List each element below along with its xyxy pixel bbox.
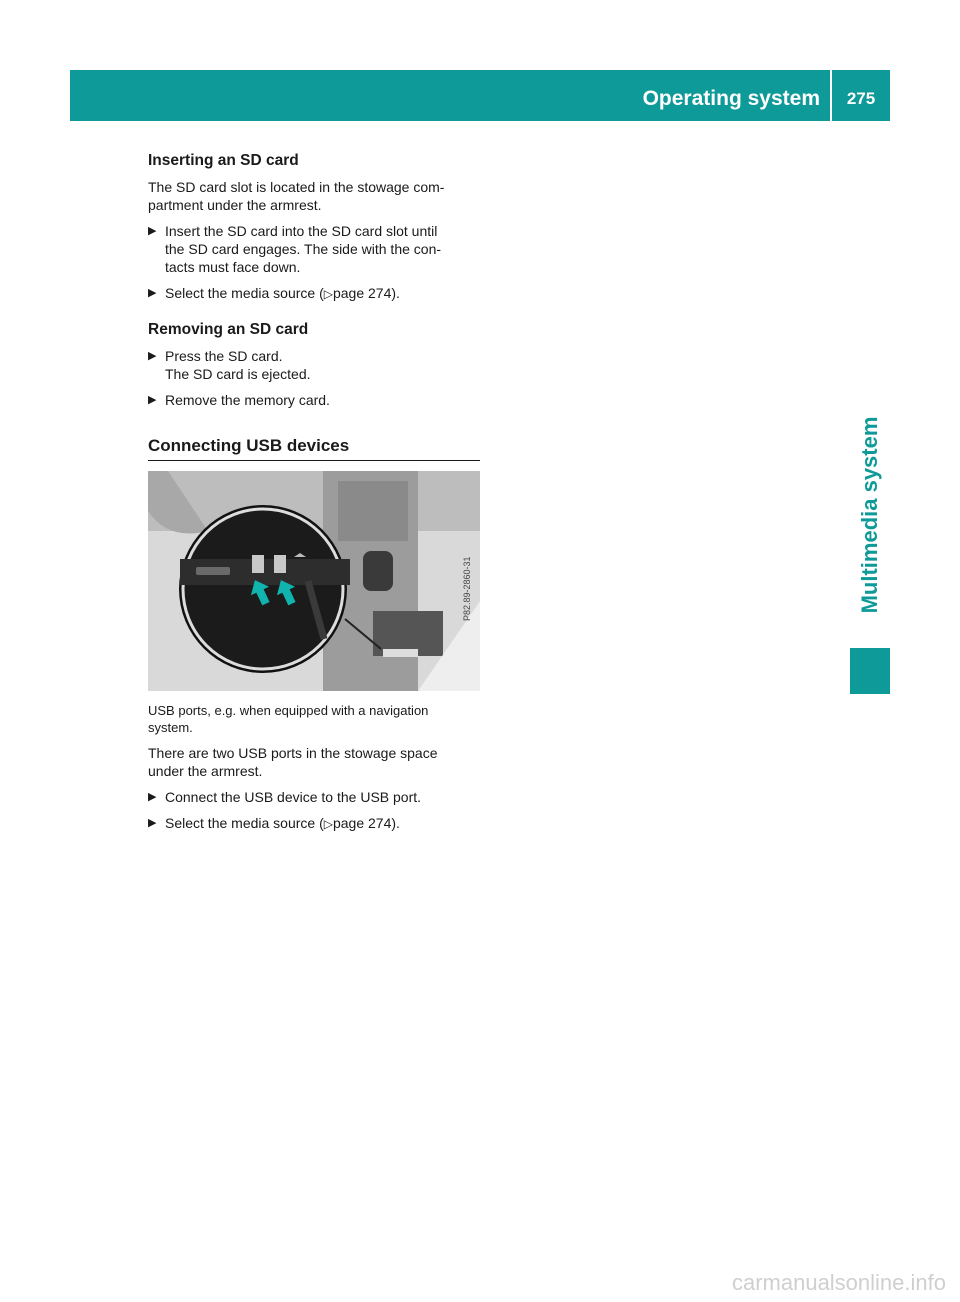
step-arrow-icon: ▶ — [148, 791, 157, 803]
step-item — [148, 347, 480, 383]
figure-caption — [148, 702, 480, 736]
heading-rule — [148, 460, 480, 461]
step-text: Insert the SD card into the SD card slot until — [165, 223, 438, 239]
section-title: Operating system — [642, 87, 820, 110]
usb-intro-line: There are two USB ports in the stowage space — [148, 745, 438, 761]
usb-intro — [148, 744, 480, 780]
sd-intro — [148, 178, 480, 214]
step-text: Select the media source ( — [165, 285, 324, 301]
step-arrow-icon: ▶ — [148, 225, 157, 237]
step-text: the SD card engages. The side with the con- — [165, 241, 442, 257]
page-number: 275 — [846, 89, 876, 108]
page-ref-link[interactable]: page 274). — [332, 815, 400, 831]
watermark: carmanualsonline.info — [731, 1270, 946, 1295]
chapter-tab-label: Multimedia system — [857, 416, 882, 614]
page-ref-icon: ▷ — [323, 287, 333, 301]
step-text: tacts must face down. — [165, 259, 301, 275]
step-item — [148, 814, 480, 833]
step-text: Remove the memory card. — [165, 392, 330, 408]
chapter-tab — [850, 370, 890, 660]
step-text: Select the media source ( — [165, 815, 324, 831]
step-item — [148, 391, 480, 409]
step-item — [148, 284, 480, 303]
caption-line: USB ports, e.g. when equipped with a navigation — [148, 703, 429, 718]
heading-removing-sd: Removing an SD card — [148, 321, 309, 338]
usb-ports-photo — [148, 471, 480, 691]
step-arrow-icon: ▶ — [148, 350, 157, 362]
main-column — [148, 150, 480, 841]
chapter-marker — [850, 648, 890, 694]
usb-ports-illustration — [148, 471, 480, 691]
step-arrow-icon: ▶ — [148, 394, 157, 406]
usb-intro-line: under the armrest. — [148, 763, 263, 779]
step-item — [148, 788, 480, 806]
sd-intro-line: partment under the armrest. — [148, 197, 322, 213]
heading-connecting-usb: Connecting USB devices — [148, 436, 350, 455]
page-header — [70, 70, 890, 121]
page-ref-icon: ▷ — [323, 817, 333, 831]
step-arrow-icon: ▶ — [148, 287, 157, 299]
page-ref-link[interactable]: page 274). — [332, 285, 400, 301]
step-result: The SD card is ejected. — [165, 366, 311, 382]
step-text: Press the SD card. — [165, 348, 283, 364]
heading-inserting-sd: Inserting an SD card — [148, 152, 299, 169]
caption-line: system. — [148, 720, 193, 735]
step-arrow-icon: ▶ — [148, 817, 157, 829]
step-item — [148, 222, 480, 276]
step-text: Connect the USB device to the USB port. — [165, 789, 422, 805]
sd-intro-line: The SD card slot is located in the stowage com- — [148, 179, 445, 195]
figure-code: P82.89-2860-31 — [462, 556, 472, 621]
